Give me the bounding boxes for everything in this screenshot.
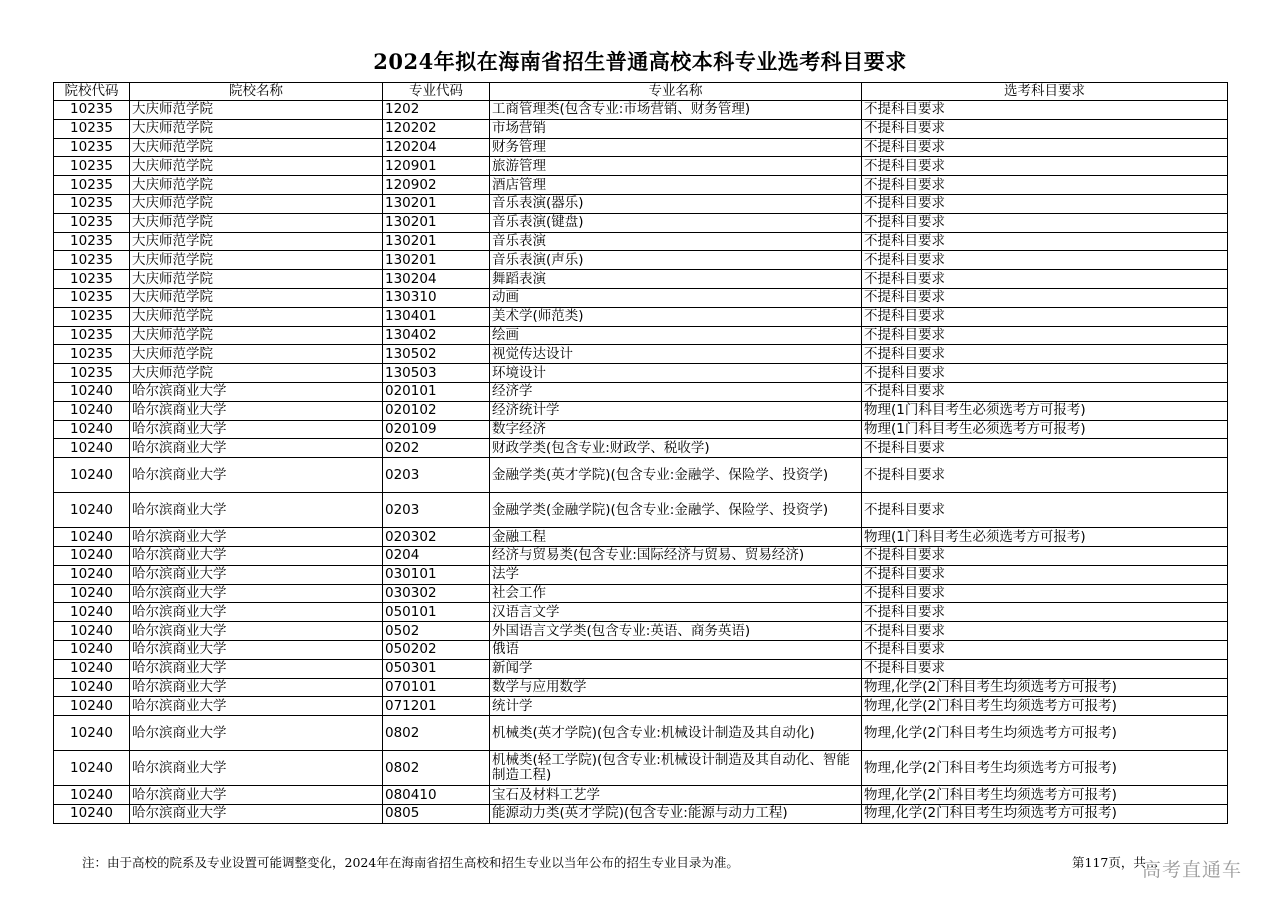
- table-row: [54, 307, 1228, 326]
- major-code-cell: 130401: [383, 307, 490, 326]
- major-name-cell: 财务管理: [490, 138, 862, 157]
- major-code-cell: 0203: [383, 493, 490, 528]
- school-code-cell: 10240: [54, 603, 130, 622]
- major-code-cell: 080410: [383, 786, 490, 805]
- table-row: [54, 716, 1228, 751]
- major-code-cell: 130503: [383, 364, 490, 383]
- requirement-cell: 不提科目要求: [862, 176, 1228, 195]
- table-row: [54, 546, 1228, 565]
- requirement-cell: 物理,化学(2门科目考生均须选考方可报考): [862, 697, 1228, 716]
- school-code-cell: 10240: [54, 804, 130, 823]
- school-code-cell: 10235: [54, 288, 130, 307]
- school-name-cell: 哈尔滨商业大学: [130, 420, 383, 439]
- major-code-cell: 130201: [383, 251, 490, 270]
- requirement-cell: 不提科目要求: [862, 439, 1228, 458]
- requirement-cell: 不提科目要求: [862, 307, 1228, 326]
- major-code-cell: 020302: [383, 528, 490, 547]
- school-name-cell: 哈尔滨商业大学: [130, 622, 383, 641]
- table-row: [54, 786, 1228, 805]
- requirement-cell: 物理,化学(2门科目考生均须选考方可报考): [862, 678, 1228, 697]
- school-name-cell: 大庆师范学院: [130, 157, 383, 176]
- major-name-cell: 外国语言文学类(包含专业:英语、商务英语): [490, 622, 862, 641]
- major-code-cell: 050301: [383, 659, 490, 678]
- table-row: [54, 493, 1228, 528]
- major-code-cell: 130310: [383, 288, 490, 307]
- major-code-cell: 0204: [383, 546, 490, 565]
- school-code-cell: 10240: [54, 786, 130, 805]
- requirement-cell: 不提科目要求: [862, 232, 1228, 251]
- major-code-cell: 071201: [383, 697, 490, 716]
- school-name-cell: 大庆师范学院: [130, 119, 383, 138]
- school-code-cell: 10240: [54, 401, 130, 420]
- major-code-cell: 020102: [383, 401, 490, 420]
- major-name-cell: 数学与应用数学: [490, 678, 862, 697]
- requirement-cell: 物理(1门科目考生必须选考方可报考): [862, 420, 1228, 439]
- table-header-row: [54, 83, 1228, 101]
- major-name-cell: 音乐表演(声乐): [490, 251, 862, 270]
- school-name-cell: 哈尔滨商业大学: [130, 659, 383, 678]
- major-name-cell: 视觉传达设计: [490, 345, 862, 364]
- requirement-cell: 不提科目要求: [862, 157, 1228, 176]
- school-name-cell: 哈尔滨商业大学: [130, 716, 383, 751]
- requirement-cell: 不提科目要求: [862, 659, 1228, 678]
- requirement-cell: 不提科目要求: [862, 603, 1228, 622]
- school-name-cell: 大庆师范学院: [130, 326, 383, 345]
- table-row: [54, 640, 1228, 659]
- header-school-code: 院校代码: [54, 83, 130, 101]
- school-code-cell: 10235: [54, 326, 130, 345]
- requirement-cell: 不提科目要求: [862, 565, 1228, 584]
- school-name-cell: 大庆师范学院: [130, 194, 383, 213]
- school-code-cell: 10235: [54, 101, 130, 120]
- table-body: [54, 101, 1228, 824]
- major-code-cell: 0802: [383, 716, 490, 751]
- requirement-cell: 不提科目要求: [862, 546, 1228, 565]
- major-name-cell: 俄语: [490, 640, 862, 659]
- major-code-cell: 0202: [383, 439, 490, 458]
- subject-requirements-table: [53, 82, 1228, 824]
- table-row: [54, 213, 1228, 232]
- header-major-code: 专业代码: [383, 83, 490, 101]
- requirement-cell: 不提科目要求: [862, 382, 1228, 401]
- table-row: [54, 138, 1228, 157]
- major-name-cell: 绘画: [490, 326, 862, 345]
- major-code-cell: 050101: [383, 603, 490, 622]
- school-code-cell: 10235: [54, 176, 130, 195]
- table-row: [54, 603, 1228, 622]
- requirement-cell: 不提科目要求: [862, 584, 1228, 603]
- page-number: 第117页，共…: [1072, 855, 1159, 870]
- major-code-cell: 020101: [383, 382, 490, 401]
- school-code-cell: 10240: [54, 546, 130, 565]
- school-name-cell: 哈尔滨商业大学: [130, 786, 383, 805]
- school-code-cell: 10235: [54, 119, 130, 138]
- requirement-cell: 物理,化学(2门科目考生均须选考方可报考): [862, 716, 1228, 751]
- major-code-cell: 1202: [383, 101, 490, 120]
- requirement-cell: 不提科目要求: [862, 345, 1228, 364]
- major-name-cell: 动画: [490, 288, 862, 307]
- school-name-cell: 大庆师范学院: [130, 288, 383, 307]
- school-code-cell: 10240: [54, 458, 130, 493]
- major-name-cell: 统计学: [490, 697, 862, 716]
- header-subject-requirement: 选考科目要求: [862, 83, 1228, 101]
- requirement-cell: 不提科目要求: [862, 622, 1228, 641]
- major-name-cell: 音乐表演(器乐): [490, 194, 862, 213]
- major-name-cell: 金融学类(金融学院)(包含专业:金融学、保险学、投资学): [490, 493, 862, 528]
- school-code-cell: 10240: [54, 528, 130, 547]
- major-name-cell: 市场营销: [490, 119, 862, 138]
- major-name-cell: 酒店管理: [490, 176, 862, 195]
- table-row: [54, 458, 1228, 493]
- requirement-cell: 不提科目要求: [862, 458, 1228, 493]
- school-code-cell: 10240: [54, 659, 130, 678]
- major-name-cell: 金融工程: [490, 528, 862, 547]
- table-row: [54, 326, 1228, 345]
- major-name-cell: 美术学(师范类): [490, 307, 862, 326]
- table-row: [54, 401, 1228, 420]
- table-row: [54, 804, 1228, 823]
- major-code-cell: 130402: [383, 326, 490, 345]
- table-row: [54, 345, 1228, 364]
- requirement-cell: 不提科目要求: [862, 364, 1228, 383]
- major-name-cell: 新闻学: [490, 659, 862, 678]
- school-code-cell: 10235: [54, 251, 130, 270]
- major-code-cell: 130201: [383, 194, 490, 213]
- school-code-cell: 10240: [54, 751, 130, 786]
- school-code-cell: 10240: [54, 493, 130, 528]
- school-code-cell: 10240: [54, 697, 130, 716]
- school-code-cell: 10235: [54, 213, 130, 232]
- school-code-cell: 10240: [54, 640, 130, 659]
- school-code-cell: 10240: [54, 382, 130, 401]
- table-row: [54, 697, 1228, 716]
- school-name-cell: 哈尔滨商业大学: [130, 401, 383, 420]
- school-code-cell: 10235: [54, 138, 130, 157]
- table-row: [54, 528, 1228, 547]
- requirement-cell: 不提科目要求: [862, 493, 1228, 528]
- major-name-cell: 能源动力类(英才学院)(包含专业:能源与动力工程): [490, 804, 862, 823]
- requirement-cell: 不提科目要求: [862, 119, 1228, 138]
- table-row: [54, 101, 1228, 120]
- table-row: [54, 420, 1228, 439]
- major-name-cell: 舞蹈表演: [490, 270, 862, 289]
- school-name-cell: 大庆师范学院: [130, 251, 383, 270]
- table-row: [54, 622, 1228, 641]
- school-name-cell: 大庆师范学院: [130, 138, 383, 157]
- major-code-cell: 070101: [383, 678, 490, 697]
- major-name-cell: 金融学类(英才学院)(包含专业:金融学、保险学、投资学): [490, 458, 862, 493]
- major-code-cell: 0502: [383, 622, 490, 641]
- school-name-cell: 大庆师范学院: [130, 232, 383, 251]
- requirement-cell: 物理(1门科目考生必须选考方可报考): [862, 401, 1228, 420]
- school-code-cell: 10240: [54, 584, 130, 603]
- major-name-cell: 环境设计: [490, 364, 862, 383]
- major-name-cell: 经济与贸易类(包含专业:国际经济与贸易、贸易经济): [490, 546, 862, 565]
- school-name-cell: 哈尔滨商业大学: [130, 382, 383, 401]
- major-name-cell: 汉语言文学: [490, 603, 862, 622]
- table-row: [54, 251, 1228, 270]
- school-name-cell: 哈尔滨商业大学: [130, 603, 383, 622]
- table-row: [54, 176, 1228, 195]
- table-row: [54, 659, 1228, 678]
- major-code-cell: 0805: [383, 804, 490, 823]
- major-code-cell: 030101: [383, 565, 490, 584]
- table-row: [54, 364, 1228, 383]
- watermark: 高考直通车: [1142, 859, 1243, 881]
- major-code-cell: 130502: [383, 345, 490, 364]
- major-code-cell: 030302: [383, 584, 490, 603]
- major-code-cell: 120901: [383, 157, 490, 176]
- table-row: [54, 270, 1228, 289]
- table-row: [54, 751, 1228, 786]
- school-code-cell: 10240: [54, 439, 130, 458]
- major-name-cell: 数字经济: [490, 420, 862, 439]
- requirement-cell: 不提科目要求: [862, 194, 1228, 213]
- school-name-cell: 哈尔滨商业大学: [130, 640, 383, 659]
- requirement-cell: 物理,化学(2门科目考生均须选考方可报考): [862, 786, 1228, 805]
- school-code-cell: 10240: [54, 420, 130, 439]
- school-code-cell: 10235: [54, 194, 130, 213]
- major-code-cell: 130204: [383, 270, 490, 289]
- requirement-cell: 不提科目要求: [862, 326, 1228, 345]
- major-name-cell: 工商管理类(包含专业:市场营销、财务管理): [490, 101, 862, 120]
- school-name-cell: 大庆师范学院: [130, 101, 383, 120]
- major-code-cell: 120202: [383, 119, 490, 138]
- table-row: [54, 678, 1228, 697]
- header-major-name: 专业名称: [490, 83, 862, 101]
- school-code-cell: 10235: [54, 232, 130, 251]
- table-row: [54, 565, 1228, 584]
- school-name-cell: 大庆师范学院: [130, 345, 383, 364]
- major-name-cell: 法学: [490, 565, 862, 584]
- major-name-cell: 音乐表演: [490, 232, 862, 251]
- major-name-cell: 宝石及材料工艺学: [490, 786, 862, 805]
- school-code-cell: 10240: [54, 678, 130, 697]
- school-name-cell: 大庆师范学院: [130, 364, 383, 383]
- school-name-cell: 哈尔滨商业大学: [130, 751, 383, 786]
- requirement-cell: 不提科目要求: [862, 101, 1228, 120]
- major-code-cell: 120902: [383, 176, 490, 195]
- requirement-cell: 不提科目要求: [862, 270, 1228, 289]
- major-name-cell: 社会工作: [490, 584, 862, 603]
- major-name-cell: 音乐表演(键盘): [490, 213, 862, 232]
- school-code-cell: 10235: [54, 345, 130, 364]
- table-row: [54, 584, 1228, 603]
- major-code-cell: 130201: [383, 213, 490, 232]
- major-name-cell: 旅游管理: [490, 157, 862, 176]
- school-name-cell: 哈尔滨商业大学: [130, 546, 383, 565]
- major-code-cell: 020109: [383, 420, 490, 439]
- school-code-cell: 10235: [54, 364, 130, 383]
- school-name-cell: 哈尔滨商业大学: [130, 804, 383, 823]
- header-school-name: 院校名称: [130, 83, 383, 101]
- requirement-cell: 物理(1门科目考生必须选考方可报考): [862, 528, 1228, 547]
- requirement-cell: 不提科目要求: [862, 213, 1228, 232]
- school-name-cell: 大庆师范学院: [130, 270, 383, 289]
- school-name-cell: 哈尔滨商业大学: [130, 678, 383, 697]
- school-code-cell: 10240: [54, 716, 130, 751]
- major-name-cell: 机械类(轻工学院)(包含专业:机械设计制造及其自动化、智能制造工程): [490, 751, 862, 786]
- major-name-cell: 经济统计学: [490, 401, 862, 420]
- major-name-cell: 财政学类(包含专业:财政学、税收学): [490, 439, 862, 458]
- school-name-cell: 哈尔滨商业大学: [130, 439, 383, 458]
- table-row: [54, 439, 1228, 458]
- requirement-cell: 不提科目要求: [862, 288, 1228, 307]
- table-row: [54, 232, 1228, 251]
- school-name-cell: 大庆师范学院: [130, 176, 383, 195]
- major-code-cell: 130201: [383, 232, 490, 251]
- table-row: [54, 288, 1228, 307]
- school-name-cell: 哈尔滨商业大学: [130, 697, 383, 716]
- school-name-cell: 哈尔滨商业大学: [130, 528, 383, 547]
- school-name-cell: 大庆师范学院: [130, 213, 383, 232]
- requirement-cell: 物理,化学(2门科目考生均须选考方可报考): [862, 804, 1228, 823]
- major-code-cell: 0802: [383, 751, 490, 786]
- requirement-cell: 不提科目要求: [862, 251, 1228, 270]
- major-name-cell: 机械类(英才学院)(包含专业:机械设计制造及其自动化): [490, 716, 862, 751]
- requirement-cell: 不提科目要求: [862, 640, 1228, 659]
- page-title: 2024年拟在海南省招生普通高校本科专业选考科目要求: [373, 49, 907, 74]
- school-code-cell: 10235: [54, 307, 130, 326]
- school-code-cell: 10240: [54, 565, 130, 584]
- school-name-cell: 大庆师范学院: [130, 307, 383, 326]
- major-name-cell: 经济学: [490, 382, 862, 401]
- major-code-cell: 050202: [383, 640, 490, 659]
- table-row: [54, 194, 1228, 213]
- requirement-cell: 不提科目要求: [862, 138, 1228, 157]
- table-row: [54, 119, 1228, 138]
- major-code-cell: 120204: [383, 138, 490, 157]
- table-row: [54, 157, 1228, 176]
- footer-note: 注：由于高校的院系及专业设置可能调整变化，2024年在海南省招生高校和招生专业以当年公布的招生专业目录为准。: [82, 855, 739, 870]
- school-code-cell: 10235: [54, 270, 130, 289]
- requirement-cell: 物理,化学(2门科目考生均须选考方可报考): [862, 751, 1228, 786]
- school-name-cell: 哈尔滨商业大学: [130, 493, 383, 528]
- table-row: [54, 382, 1228, 401]
- school-code-cell: 10240: [54, 622, 130, 641]
- major-code-cell: 0203: [383, 458, 490, 493]
- school-code-cell: 10235: [54, 157, 130, 176]
- school-name-cell: 哈尔滨商业大学: [130, 565, 383, 584]
- school-name-cell: 哈尔滨商业大学: [130, 584, 383, 603]
- school-name-cell: 哈尔滨商业大学: [130, 458, 383, 493]
